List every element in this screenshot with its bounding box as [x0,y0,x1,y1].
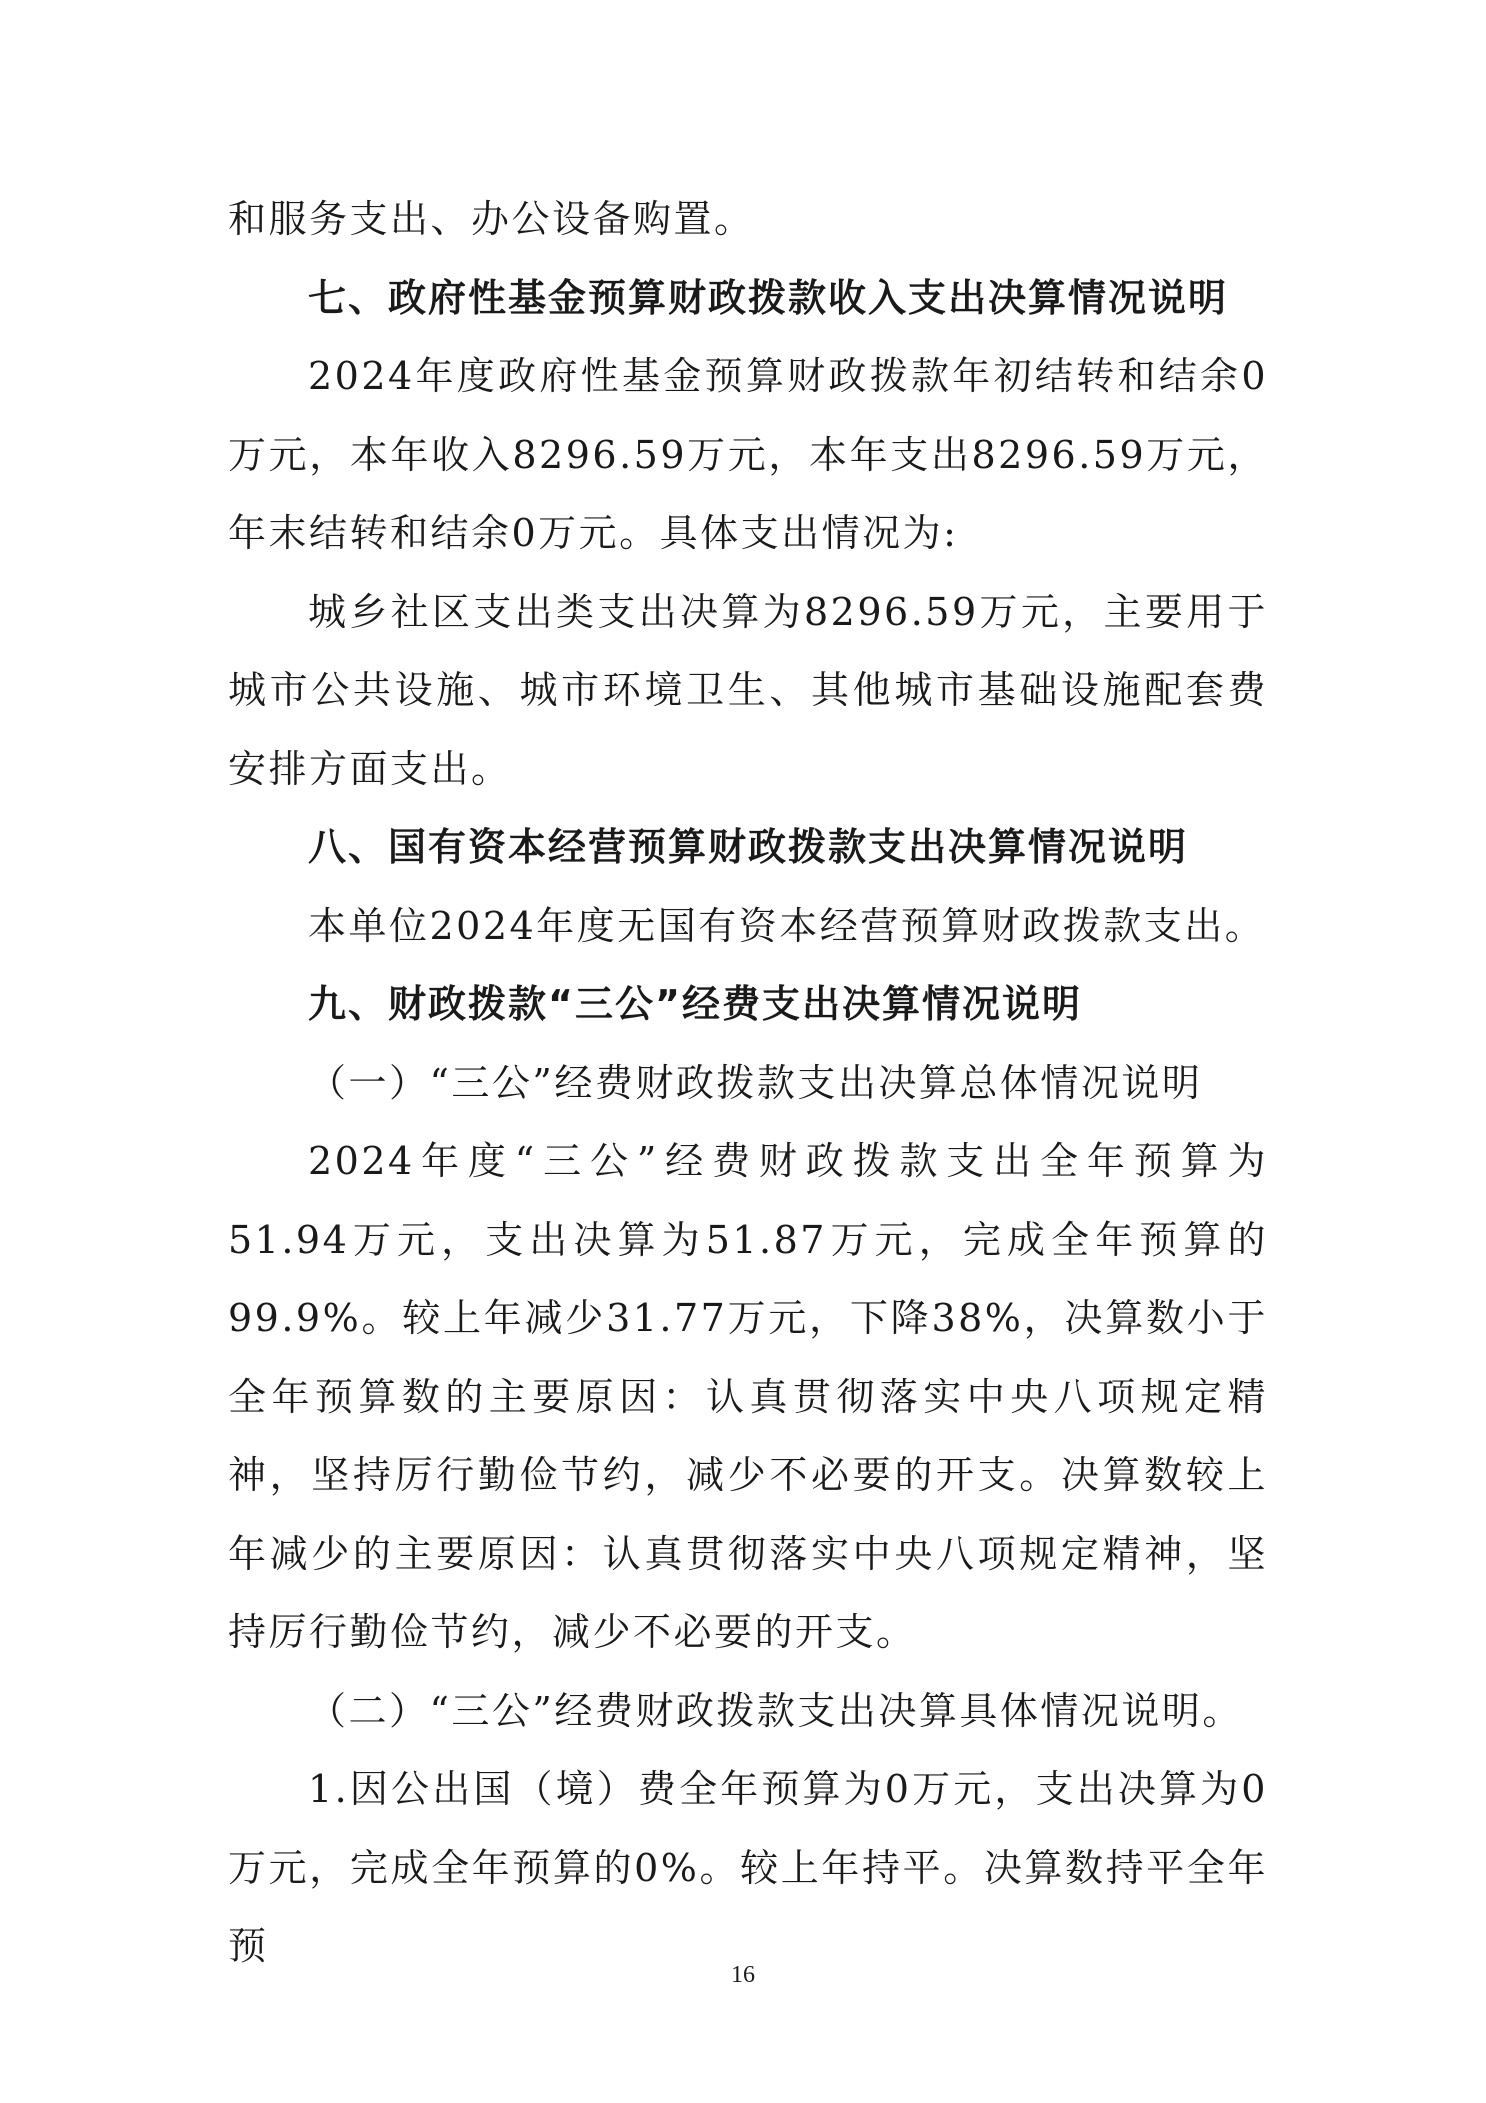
paragraph-continuation: 和服务支出、办公设备购置。 [228,197,755,241]
paragraph-three-public-overall: 2024年度“三公”经费财政拨款支出全年预算为51.94万元，支出决算为51.87万元，完成全年预算的99.9%。较上年减少31.77万元，下降38%，决算数小于全年预算数的主要原因：认真贯彻落实中央八项规定精神，坚持厉行勤俭节约，减少不必要的开支。决算数较上年减少的主要原因：认真贯彻落实中央八项规定精神，坚持厉行勤俭节约，减少不必要的开支。 [228,1139,1268,1654]
section-heading-9: 九、财政拨款“三公”经费支出决算情况说明 [308,982,1082,1026]
paragraph-overseas-travel: 1.因公出国（境）费全年预算为0万元，支出决算为0万元，完成全年预算的0%。较上年持平。决算数持平全年预 [228,1767,1268,1968]
section-heading-7: 七、政府性基金预算财政拨款收入支出决算情况说明 [308,275,1229,320]
paragraph-fund-budget-summary: 2024年度政府性基金预算财政拨款年初结转和结余0万元，本年收入8296.59万元，本年支出8296.59万元，年末结转和结余0万元。具体支出情况为: [228,354,1268,555]
subheading-specific: （二）“三公”经费财政拨款支出决算具体情况说明。 [308,1688,1243,1733]
document-body [228,180,1268,1986]
section-heading-8: 八、国有资本经营预算财政拨款支出决算情况说明 [308,825,1189,869]
paragraph-state-capital-none: 本单位2024年度无国有资本经营预算财政拨款支出。 [308,903,1266,948]
paragraph-urban-community-spending: 城乡社区支出类支出决算为8296.59万元，主要用于城市公共设施、城市环境卫生、其他城市基础设施配套费安排方面支出。 [228,589,1268,791]
page-number: 16 [731,1962,755,1988]
subheading-overall: （一）“三公”经费财政拨款支出决算总体情况说明 [308,1060,1203,1105]
